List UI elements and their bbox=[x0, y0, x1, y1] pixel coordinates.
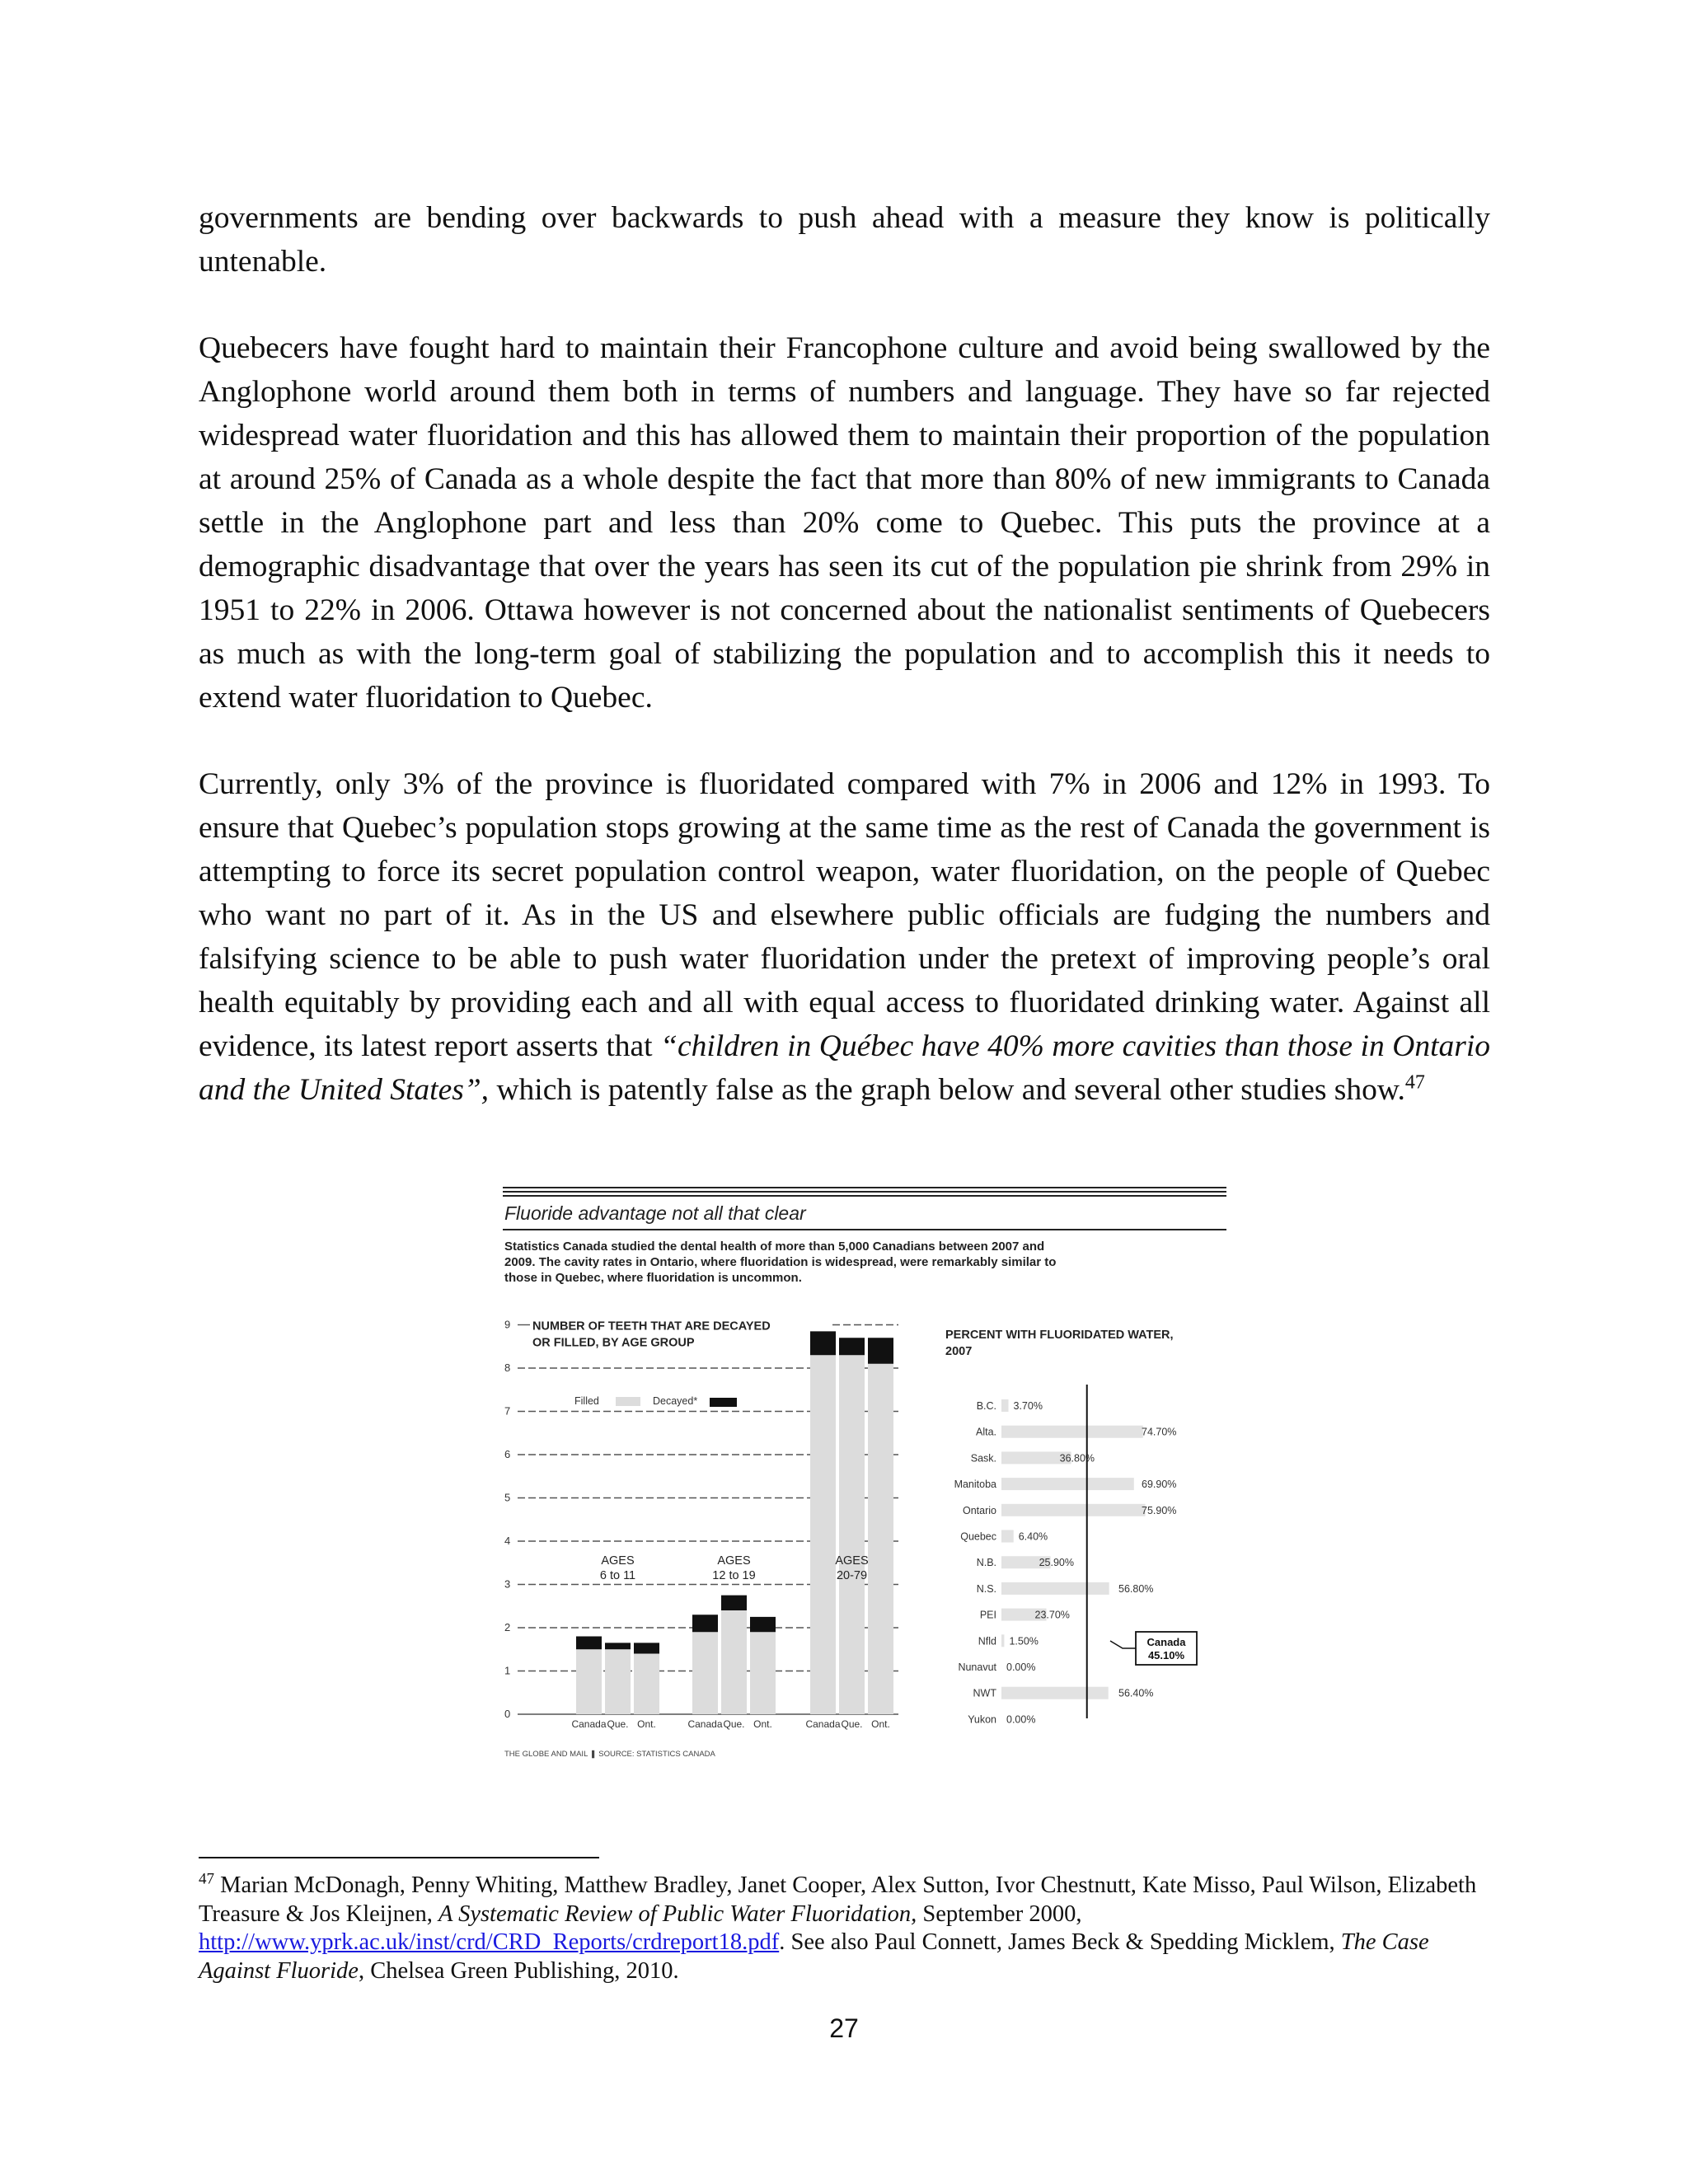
y-tick-label: 0 bbox=[504, 1708, 511, 1720]
footnote-text: . See also Paul Connett, James Beck & Spedding Micklem, bbox=[779, 1929, 1341, 1955]
province-bar bbox=[1001, 1530, 1014, 1543]
province-bar bbox=[1001, 1687, 1109, 1699]
province-label: N.S. bbox=[976, 1582, 996, 1595]
value-label: 56.40% bbox=[1118, 1687, 1154, 1699]
age-group-label: AGES bbox=[717, 1554, 751, 1568]
paragraph-text: which is patently false as the graph below and several other studies show. bbox=[489, 1073, 1405, 1107]
province-bar bbox=[1001, 1478, 1134, 1490]
province-label: Sask. bbox=[970, 1452, 996, 1465]
decayed-bar bbox=[839, 1338, 865, 1355]
body-paragraph bbox=[199, 762, 1490, 1112]
page-number: 27 bbox=[829, 2013, 859, 2043]
figure-source: THE GLOBE AND MAIL ❚ SOURCE: STATISTICS CANADA bbox=[504, 1750, 715, 1759]
y-tick-label: 4 bbox=[504, 1535, 511, 1547]
province-label: Manitoba bbox=[954, 1479, 996, 1491]
value-label: 3.70% bbox=[1013, 1400, 1043, 1412]
province-label: NWT bbox=[973, 1687, 996, 1699]
province-label: N.B. bbox=[976, 1557, 996, 1569]
value-label: 75.90% bbox=[1142, 1504, 1177, 1516]
decayed-bar bbox=[634, 1643, 659, 1653]
figure-intro-line: 2009. The cavity rates in Ontario, where fluoridation is widespread, were remarkably similar to bbox=[504, 1255, 1057, 1269]
category-label: Ont. bbox=[871, 1718, 890, 1730]
filled-bar bbox=[576, 1649, 602, 1714]
filled-bar bbox=[810, 1355, 836, 1714]
newspaper-graphic bbox=[503, 1187, 1236, 1768]
footnote-title: The Case Against Fluoride bbox=[199, 1929, 1429, 1984]
y-tick-label: 8 bbox=[504, 1361, 511, 1374]
province-bar bbox=[1001, 1426, 1143, 1438]
value-label: 6.40% bbox=[1018, 1530, 1048, 1543]
province-label: Alta. bbox=[975, 1426, 996, 1438]
value-label: 23.70% bbox=[1034, 1609, 1070, 1621]
filled-bar bbox=[692, 1632, 718, 1714]
footnote-separator bbox=[199, 1857, 599, 1858]
category-label: Ont. bbox=[753, 1718, 772, 1730]
y-tick-label: 9 bbox=[504, 1318, 511, 1331]
province-bar bbox=[1001, 1399, 1009, 1412]
y-tick-label: 2 bbox=[504, 1621, 511, 1633]
value-label: 25.90% bbox=[1039, 1557, 1074, 1569]
province-bar bbox=[1001, 1582, 1109, 1595]
category-label: Canada bbox=[687, 1718, 723, 1730]
y-tick-label: 7 bbox=[504, 1404, 511, 1418]
y-tick-label: 3 bbox=[504, 1577, 511, 1591]
decayed-bar bbox=[692, 1615, 718, 1632]
footnote-title: A Systematic Review of Public Water Fluoridation, bbox=[438, 1900, 917, 1927]
graphic-canvas bbox=[503, 1187, 1236, 1768]
legend-swatch bbox=[710, 1398, 737, 1407]
paragraph-text: Currently, only 3% of the province is fluoridated compared with 7% in 2006 and 12% in 1993. To ensure that Quebec’s population stops growing at the same time as the rest of Canada the government is attempting to force its secret population control weapon, water fluoridation, on the people of Quebec who want no part of it. As in the US and elsewhere public officials are fudging the numbers and falsifying science to be able to push water fluoridation under the pretext of improving people’s oral health equitably by providing each and all with equal access to fluoridated drinking water. Against all evidence, its latest report asserts that bbox=[199, 767, 1490, 1063]
filled-bar bbox=[868, 1364, 893, 1714]
chart-title-line: NUMBER OF TEETH THAT ARE DECAYED bbox=[532, 1319, 771, 1333]
filled-bar bbox=[605, 1649, 631, 1714]
footnote-number: 47 bbox=[199, 1870, 214, 1888]
decayed-bar bbox=[750, 1617, 776, 1632]
value-label: 1.50% bbox=[1009, 1635, 1039, 1647]
quotation: “children in Québec have 40% more cavities than those in Ontario and the United States”, bbox=[199, 1029, 1491, 1107]
filled-bar bbox=[634, 1654, 659, 1715]
filled-bar bbox=[721, 1610, 747, 1714]
province-label: Nfld bbox=[978, 1635, 996, 1647]
figure-intro-line: those in Quebec, where fluoridation is uncommon. bbox=[504, 1271, 802, 1285]
category-label: Que. bbox=[607, 1718, 629, 1730]
province-label: Yukon bbox=[968, 1713, 996, 1726]
legend-label: Decayed* bbox=[653, 1395, 698, 1407]
footnote-text: , Chelsea Green Publishing, 2010. bbox=[358, 1957, 679, 1984]
chart-title-line: PERCENT WITH FLUORIDATED WATER, bbox=[945, 1329, 1174, 1342]
footnote-text: September 2000, bbox=[917, 1900, 1082, 1927]
canada-callout-label: Canada bbox=[1146, 1636, 1186, 1648]
y-tick-label: 5 bbox=[504, 1491, 511, 1504]
footnote-reference[interactable]: 47 bbox=[1404, 1071, 1425, 1094]
value-label: 74.70% bbox=[1142, 1426, 1177, 1438]
age-group-label: AGES bbox=[601, 1554, 635, 1568]
province-label: Nunavut bbox=[958, 1661, 996, 1673]
decayed-bar bbox=[721, 1596, 747, 1610]
category-label: Que. bbox=[723, 1718, 745, 1730]
footnote-link[interactable]: http://www.yprk.ac.uk/inst/crd/CRD_Reports/crdreport18.pdf bbox=[199, 1929, 780, 1955]
y-tick-label: 1 bbox=[504, 1664, 511, 1677]
legend-label: Filled bbox=[574, 1395, 599, 1407]
figure-title: Fluoride advantage not all that clear bbox=[504, 1202, 806, 1224]
chart-title-line: 2007 bbox=[945, 1345, 973, 1358]
age-group-label: AGES bbox=[835, 1554, 869, 1568]
value-label: 56.80% bbox=[1118, 1582, 1154, 1595]
decayed-bar bbox=[576, 1637, 602, 1650]
figure-intro-line: Statistics Canada studied the dental health of more than 5,000 Canadians between 2007 and bbox=[504, 1240, 1045, 1254]
value-label: 36.80% bbox=[1059, 1452, 1095, 1465]
decayed-bar bbox=[810, 1331, 836, 1355]
chart-title-line: OR FILLED, BY AGE GROUP bbox=[532, 1336, 695, 1350]
province-bar bbox=[1001, 1634, 1004, 1647]
category-label: Canada bbox=[805, 1718, 841, 1730]
age-group-label: 6 to 11 bbox=[599, 1569, 636, 1582]
y-tick-label: 6 bbox=[504, 1448, 511, 1460]
filled-bar bbox=[836, 1355, 868, 1714]
canada-callout-value: 45.10% bbox=[1147, 1649, 1185, 1661]
province-label: Ontario bbox=[963, 1504, 996, 1516]
province-label: Quebec bbox=[960, 1530, 996, 1543]
value-label: 69.90% bbox=[1142, 1479, 1177, 1491]
province-label: PEI bbox=[979, 1609, 996, 1621]
province-label: B.C. bbox=[976, 1400, 996, 1412]
category-label: Que. bbox=[841, 1718, 863, 1730]
body-paragraph: Quebecers have fought hard to maintain their Francophone culture and avoid being swallowed by the Anglophone world around them both in terms of numbers and language. They have so far rejected widespread water fluoridation and this has allowed them to maintain their proportion of the population at around 25% of Canada as a whole despite the fact that more than 80% of new immigrants to Canada settle in the Anglophone part and less than 20% come to Quebec. This puts the province at a demographic disadvantage that over the years has seen its cut of the population pie shrink from 29% in 1951 to 22% in 2006. Ottawa however is not concerned about the nationalist sentiments of Quebecers as much as with the long-term goal of stabilizing the population and to accomplish this it needs to extend water fluoridation to Quebec. bbox=[199, 331, 1490, 715]
category-label: Ont. bbox=[637, 1718, 656, 1730]
decayed-bar bbox=[605, 1643, 631, 1649]
province-bar bbox=[1001, 1504, 1146, 1516]
value-label: 0.00% bbox=[1006, 1661, 1036, 1673]
age-group-label: 12 to 19 bbox=[712, 1569, 756, 1582]
footnote bbox=[199, 1872, 1490, 1985]
decayed-bar bbox=[868, 1338, 893, 1364]
filled-bar bbox=[750, 1632, 776, 1714]
age-group-label: 20-79 bbox=[836, 1569, 868, 1582]
footnote-text: Marian McDonagh, Penny Whiting, Matthew Bradley, Janet Cooper, Alex Sutton, Ivor Chestnutt, Kate Misso, Paul Wilson, Elizabeth Treasure & Jos Kleijnen, bbox=[199, 1872, 1477, 1927]
body-paragraph: governments are bending over backwards to push ahead with a measure they know is politically untenable. bbox=[199, 201, 1490, 279]
legend-swatch bbox=[616, 1397, 640, 1406]
value-label: 0.00% bbox=[1006, 1713, 1036, 1726]
category-label: Canada bbox=[571, 1718, 607, 1730]
